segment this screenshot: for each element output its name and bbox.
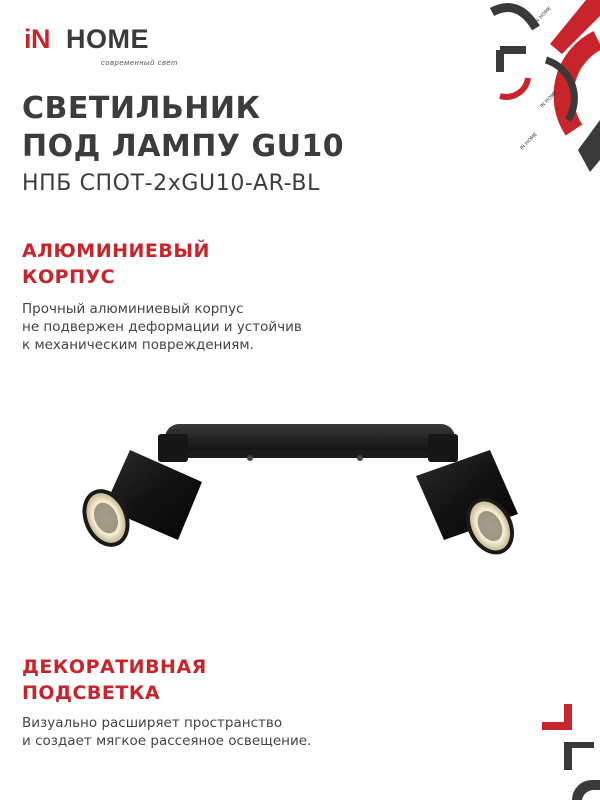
bracket-dark	[564, 742, 594, 770]
product-model: НПБ СПОТ-2xGU10-AR-BL	[22, 171, 320, 196]
feature-text-aluminium	[22, 300, 302, 354]
bracket-red	[542, 704, 572, 730]
logo-home-word: HOME	[66, 24, 149, 54]
product-title	[22, 90, 422, 166]
feature2-text-line1: Визуально расширяет пространство	[22, 715, 283, 731]
feature2-text-line2: и создает мягкое рассеяное освещение.	[22, 733, 312, 749]
product-title-line2: ПОД ЛАМПУ GU10	[22, 129, 345, 164]
decor-text-1: IN HOME	[533, 5, 553, 26]
right-spot	[416, 434, 524, 563]
brand-logo	[24, 22, 184, 70]
feature1-heading-line1: АЛЮМИНИЕВЫЙ	[22, 240, 210, 262]
feature1-heading-line2: КОРПУС	[22, 266, 116, 288]
decor-text-2: IN HOME	[539, 89, 559, 110]
feature1-text-line3: к механическим повреждениям.	[22, 337, 254, 353]
left-spot	[74, 434, 202, 554]
feature2-heading-line1: ДЕКОРАТИВНАЯ	[22, 656, 207, 678]
feature1-text-line1: Прочный алюминиевый корпус	[22, 301, 244, 317]
mount-screw-right	[357, 455, 363, 461]
decor-bracket	[500, 50, 526, 72]
logo-in-mark: iN	[24, 24, 50, 54]
feature-heading-aluminium	[22, 238, 210, 290]
feature1-text-line2: не подвержен деформации и устойчив	[22, 319, 302, 335]
decor-text-3: IN HOME	[519, 131, 539, 152]
corner-brackets-decor-icon	[520, 700, 600, 800]
mount-screw-left	[247, 455, 253, 461]
decor-arc-top	[492, 8, 536, 28]
decor-dark-bar	[578, 120, 600, 172]
feature-heading-backlight	[22, 654, 207, 706]
mount-bar	[165, 424, 455, 454]
decor-red-ring	[500, 78, 528, 97]
logo-tagline: современный свет	[101, 58, 178, 67]
two-spot-ceiling-light-icon	[70, 410, 550, 570]
feature2-heading-line2: ПОДСВЕТКА	[22, 682, 161, 704]
mount-bar-base	[180, 450, 440, 458]
geometric-decor-icon	[478, 0, 600, 200]
feature-text-backlight	[22, 714, 311, 750]
arc-dark	[572, 780, 600, 800]
logo-home-text	[66, 22, 149, 56]
product-title-line1: СВЕТИЛЬНИК	[22, 91, 261, 126]
